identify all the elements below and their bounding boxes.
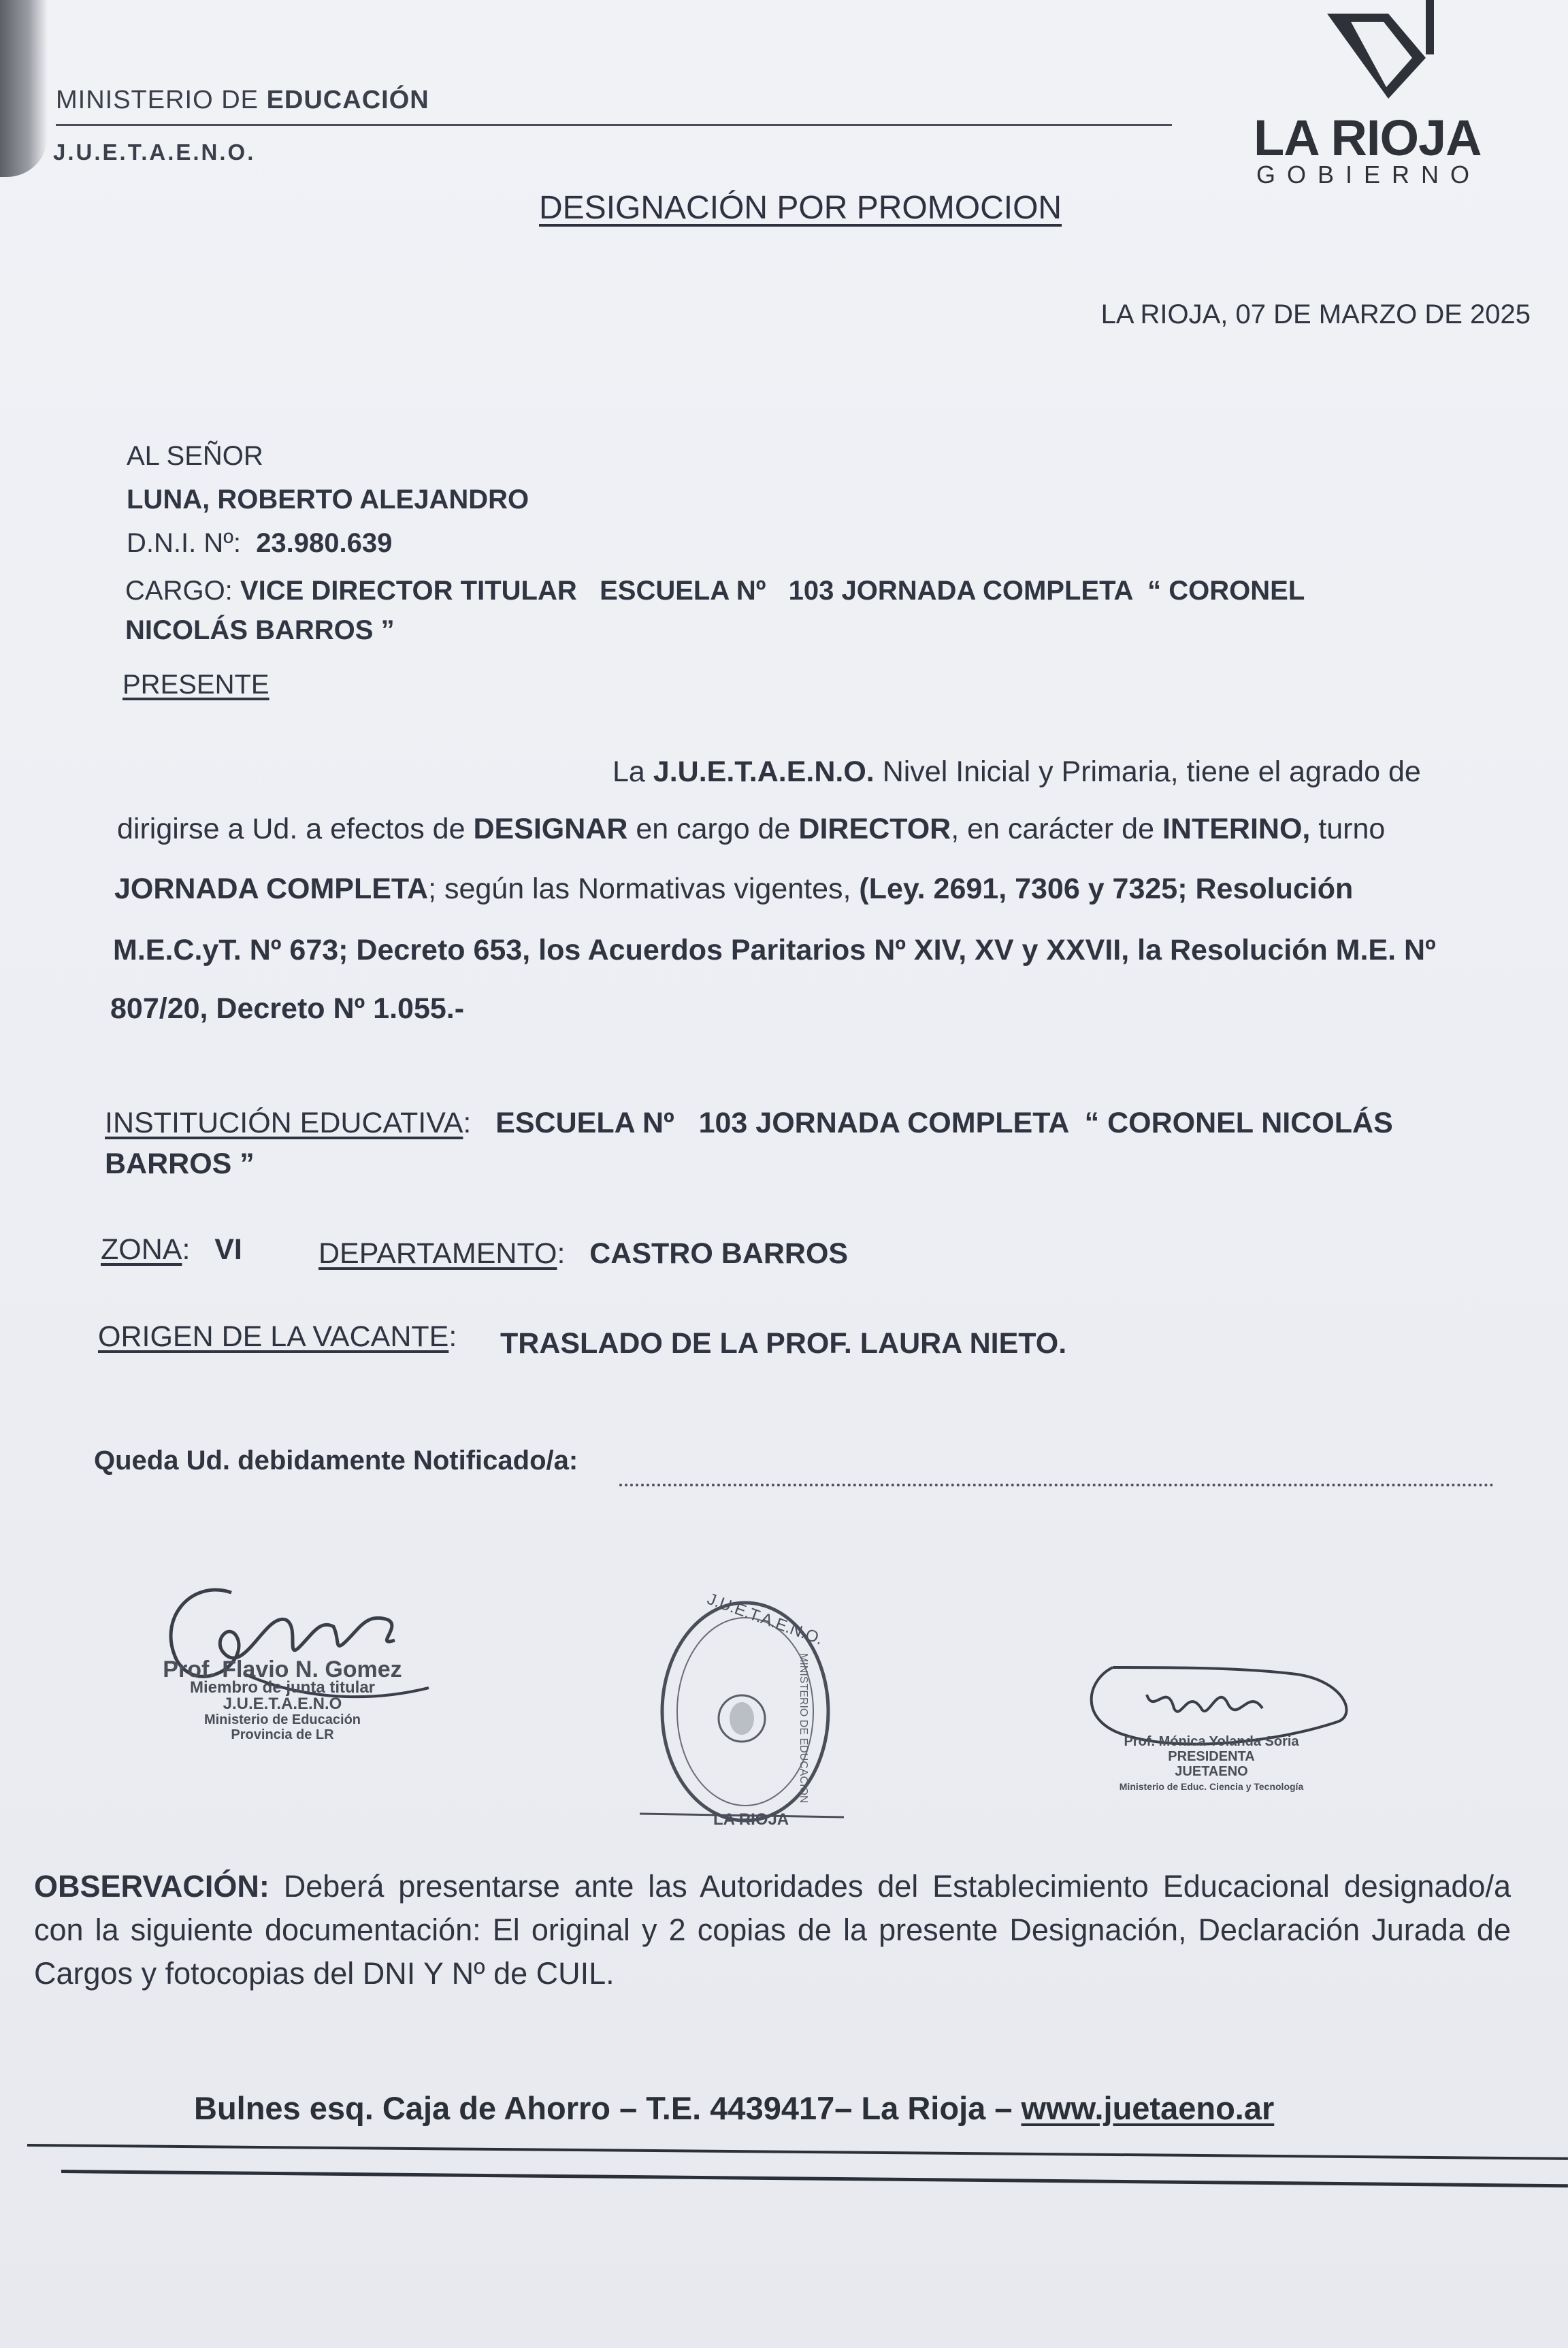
salutation: AL SEÑOR [127, 441, 263, 471]
org-heading: J.U.E.T.A.E.N.O. [53, 140, 256, 165]
p1-text: La [612, 755, 653, 788]
p1-org: J.U.E.T.A.E.N.O. [653, 755, 875, 788]
institucion-value: ESCUELA Nº 103 JORNADA COMPLETA “ CORONEL NICOLÁS [495, 1107, 1393, 1139]
footer-address-text: Bulnes esq. Caja de Ahorro – T.E. 4439417– La Rioja – [194, 2090, 1022, 2126]
cargo-value: VICE DIRECTOR TITULAR ESCUELA Nº 103 JORNADA COMPLETA “ CORONEL [240, 576, 1305, 606]
p2-text-b: en cargo de [627, 813, 799, 845]
footer-rule-2 [61, 2170, 1568, 2187]
p2-text-c: , en carácter de [951, 813, 1162, 845]
origen-value: TRASLADO DE LA PROF. LAURA NIETO. [500, 1327, 1067, 1360]
document-title: DESIGNACIÓN POR PROMOCION [539, 190, 1062, 226]
observacion-label: OBSERVACIÓN: [34, 1869, 270, 1904]
ministry-prefix: MINISTERIO DE [56, 86, 267, 114]
departamento-value: CASTRO BARROS [589, 1237, 849, 1270]
signature-right-block [1075, 1734, 1348, 1794]
cargo-line [125, 576, 1305, 606]
footer-address [194, 2089, 1274, 2127]
p2-text-a: dirigirse a Ud. a efectos de [117, 813, 474, 845]
p2-designar: DESIGNAR [473, 813, 628, 845]
presente-label: PRESENTE [122, 670, 270, 700]
signature-left-ministry: Ministerio de Educación [203, 1712, 361, 1727]
observacion-text: Deberá presentarse ante las Autoridades del Establecimiento Educacional designado/a con la siguiente documentación: El original y 2 copias de la presente Designación, Declaración Jurada de Cargos y fotocopias del DNI Y Nº de CUIL. [34, 1869, 1511, 1991]
departamento-line: DEPARTAMENTO: CASTRO BARROS [318, 1237, 849, 1270]
logo-name: LA RIOJA [1254, 110, 1482, 166]
body-line-3 [114, 860, 1353, 917]
signature-left-name: Prof. Flavio N. Gomez [163, 1657, 402, 1682]
la-rioja-logo-icon [1324, 0, 1446, 102]
p1-text-end: Nivel Inicial y Primaria, tiene el agrado de [874, 755, 1421, 788]
footer-rule-1 [27, 2144, 1568, 2160]
body-line-4: M.E.C.yT. Nº 673; Decreto 653, los Acuerdos Paritarios Nº XIV, XV y XXVII, la Resolución M.E. Nº [113, 934, 1436, 966]
institucion-value-cont: BARROS ” [105, 1147, 255, 1180]
ministry-bold: EDUCACIÓN [266, 86, 429, 114]
signature-right-org: JUETAENO [1175, 1764, 1248, 1779]
zona-value: VI [214, 1233, 242, 1266]
p3-jornada: JORNADA COMPLETA [114, 873, 429, 905]
notificado-dotted-line [619, 1484, 1494, 1486]
dni-label: D.N.I. Nº: [127, 528, 241, 558]
notificado-label: Queda Ud. debidamente Notificado/a: [94, 1446, 578, 1475]
dni-value: 23.980.639 [256, 528, 393, 558]
document-date: LA RIOJA, 07 DE MARZO DE 2025 [1100, 299, 1531, 329]
seal-side-text: MINISTERIO DE EDUCACION [798, 1653, 809, 1804]
cargo-label: CARGO: [125, 576, 233, 606]
origen-label: ORIGEN DE LA VACANTE [98, 1320, 449, 1353]
p3-ley: (Ley. 2691, 7306 y 7325; Resolución [859, 873, 1354, 905]
footer-website-link[interactable]: www.juetaeno.ar [1021, 2090, 1275, 2126]
signature-right-name: Prof. Mónica Yolanda Soria [1124, 1734, 1299, 1749]
seal-bottom-text: LA RIOJA [713, 1810, 789, 1829]
recipient-name: LUNA, ROBERTO ALEJANDRO [127, 485, 529, 515]
zona-line: ZONA: VI [101, 1233, 242, 1266]
dni-line [127, 528, 392, 559]
page-corner-shadow [0, 0, 48, 177]
logo-subtitle: GOBIERNO [1256, 161, 1482, 189]
observacion-paragraph [34, 1865, 1511, 1995]
signature-left-block [136, 1659, 429, 1742]
signature-left-province: Provincia de LR [231, 1727, 334, 1742]
body-line-2 [117, 800, 1385, 858]
body-line-1 [612, 743, 1528, 800]
institucion-line: INSTITUCIÓN EDUCATIVA: ESCUELA Nº 103 JORNADA COMPLETA “ CORONEL NICOLÁS [105, 1107, 1393, 1139]
origen-line: ORIGEN DE LA VACANTE: [98, 1320, 457, 1353]
ministry-heading [56, 86, 429, 115]
zona-label: ZONA [101, 1233, 182, 1266]
signature-right-ministry: Ministerio de Educ. Ciencia y Tecnología [1119, 1781, 1304, 1792]
departamento-label: DEPARTAMENTO [318, 1237, 557, 1270]
seal-top-text: J.U.E.T.A.E.N.O. [704, 1589, 826, 1649]
institucion-label: INSTITUCIÓN EDUCATIVA [105, 1107, 463, 1139]
signature-left-role: Miembro de junta titular [189, 1678, 375, 1697]
p2-interino: INTERINO, [1162, 813, 1311, 845]
cargo-value-cont: NICOLÁS BARROS ” [125, 615, 395, 645]
body-line-5: 807/20, Decreto Nº 1.055.- [110, 992, 465, 1025]
signature-right-role: PRESIDENTA [1168, 1749, 1255, 1764]
p2-director: DIRECTOR [798, 813, 951, 845]
signature-left-org: J.U.E.T.A.E.N.O [223, 1695, 342, 1713]
p3-text: ; según las Normativas vigentes, [428, 873, 860, 905]
header-rule [56, 124, 1172, 126]
p2-text-d: turno [1310, 813, 1386, 845]
